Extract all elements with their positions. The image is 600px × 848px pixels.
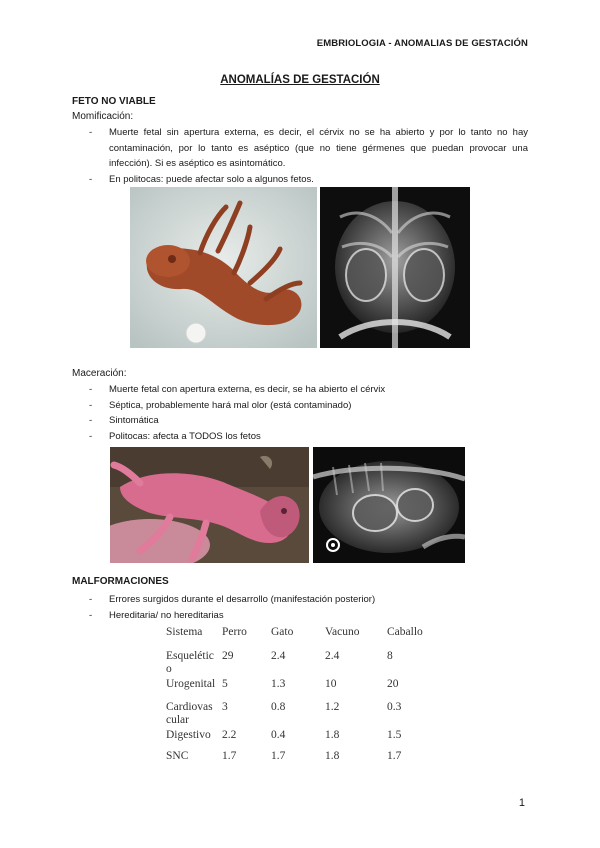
bullet-list-maceracion — [72, 382, 528, 444]
macerated-fetus-photo — [110, 447, 309, 563]
column-header: Sistema — [166, 626, 203, 638]
subheading-momificacion: Momificación: — [72, 111, 134, 122]
list-item: - Muerte fetal sin apertura externa, es decir, el cérvix no se ha abierto y por lo tanto no hay contaminación, por lo tanto es aséptico (que no tiene gérmenes que puedan provocar una infección). Si es aséptico es asintomático. — [89, 127, 528, 169]
list-item: - Muerte fetal con apertura externa, es decir, se ha abierto el cérvix — [89, 384, 386, 395]
table-cell: 1.5 — [387, 729, 402, 741]
table-cell: 1.2 — [325, 701, 340, 713]
table-row — [166, 650, 427, 678]
table-cell: 1.3 — [271, 678, 286, 690]
table-cell: 1.7 — [387, 750, 402, 762]
table-cell: 0.4 — [271, 729, 286, 741]
table-row — [166, 729, 427, 750]
page-number: 1 — [518, 797, 525, 809]
table-cell: 29 — [222, 650, 234, 662]
list-item: - Sintomática — [89, 415, 159, 426]
table-header-row — [166, 626, 427, 650]
heading-malformaciones: MALFORMACIONES — [72, 576, 169, 587]
table-cell: 1.7 — [271, 750, 286, 762]
table-cell: 1.8 — [325, 729, 340, 741]
list-item: - Séptica, probablemente hará mal olor (está contaminado) — [89, 399, 352, 411]
table-cell: 2.4 — [325, 650, 340, 662]
column-header: Gato — [271, 626, 294, 638]
table-row — [166, 701, 427, 729]
list-item: - Hereditaria/ no hereditarias — [89, 609, 224, 621]
table-cell: Esquelétic o — [166, 650, 214, 675]
table-cell: Digestivo — [166, 729, 211, 741]
table-cell: 2.4 — [271, 650, 286, 662]
table-cell: 2.2 — [222, 729, 237, 741]
list-item: - Politocas: afecta a TODOS los fetos — [89, 430, 261, 442]
table-cell: 20 — [387, 678, 399, 690]
list-item: - En politocas: puede afectar solo a algunos fetos. — [89, 173, 314, 185]
table-cell: 1.8 — [325, 750, 340, 762]
subheading-maceracion: Maceración: — [72, 368, 127, 379]
page-title: ANOMALÍAS DE GESTACIÓN — [220, 74, 380, 86]
table-cell: 5 — [222, 678, 228, 690]
table-cell: Cardiovas cular — [166, 701, 213, 726]
table-cell: SNC — [166, 750, 189, 762]
column-header: Caballo — [387, 626, 423, 638]
heading-feto-no-viable: FETO NO VIABLE — [72, 96, 156, 107]
mummified-fetus-photo — [130, 187, 317, 348]
bullet-list-malformaciones — [72, 592, 528, 623]
malformation-frequency-table — [166, 626, 427, 768]
table-cell: 10 — [325, 678, 337, 690]
column-header: Perro — [222, 626, 247, 638]
table-row — [166, 678, 427, 701]
table-row — [166, 750, 427, 768]
table-cell: 8 — [387, 650, 393, 662]
table-cell: Urogenital — [166, 678, 216, 690]
mummification-xray-image — [320, 187, 470, 348]
table-cell: 0.3 — [387, 701, 402, 713]
maceration-xray-image — [313, 447, 465, 563]
table-cell: 0.8 — [271, 701, 286, 713]
column-header: Vacuno — [325, 626, 360, 638]
bullet-list-momificacion — [72, 125, 528, 187]
table-cell: 1.7 — [222, 750, 237, 762]
table-cell: 3 — [222, 701, 228, 713]
running-header: EMBRIOLOGIA - ANOMALIAS DE GESTACIÓN — [316, 38, 528, 49]
list-item: - Errores surgidos durante el desarrollo (manifestación posterior) — [89, 594, 376, 605]
